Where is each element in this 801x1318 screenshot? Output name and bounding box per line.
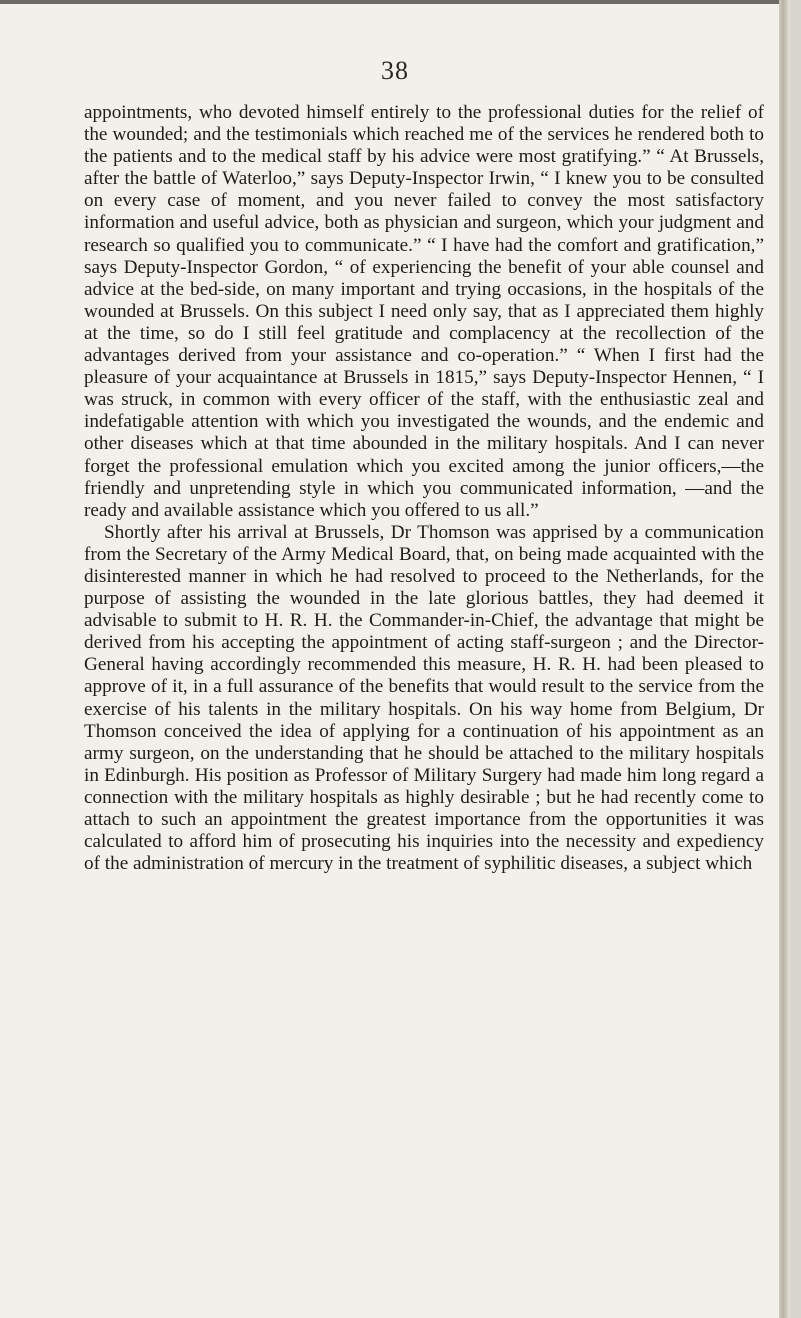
page-number: 38: [381, 56, 409, 85]
page-right-edge: [779, 0, 790, 1318]
body-text: [84, 102, 764, 875]
paragraph-staff-surgeon-appointment: Shortly after his arrival at Brussels, Dr Thomson was apprised by a communication from the Secretary of the Army Medical Board, that, on being made acquainted with the disinterested manner in which he had resolved to proceed to the Netherlands, for the purpose of assisting the wounded in the late glorious battles, they had deemed it advisable to submit to H. R. H. the Commander-in-Chief, the advantage that might be derived from his accepting the appointment of acting staff-surgeon ; and the Director-General having accordingly recommended this measure, H. R. H. had been pleased to approve of it, in a full assurance of the benefits that would result to the service from the exercise of his talents in the military hospitals. On his way home from Belgium, Dr Thomson conceived the idea of applying for a continuation of his appointment as an army surgeon, on the understanding that he should be attached to the military hospitals in Edinburgh. His position as Professor of Military Surgery had made him long regard a connection with the military hospitals as highly desirable ; but he had recently come to attach to such an appointment the greatest importance from the opportunities it was calculated to afford him of prosecuting his inquiries into the necessity and expediency of the administration of mercury in the treatment of syphilitic diseases, a subject which: [84, 521, 764, 875]
top-edge-rule: [0, 0, 790, 4]
paragraph-testimonials: appointments, who devoted himself entirely to the professional duties for the relief of the wounded; and the testimonials which reached me of the services he rendered both to the patients and to the medical staff by his advice were most gratifying.” “ At Brussels, after the battle of Waterloo,” says Deputy-Inspector Irwin, “ I knew you to be consulted on every case of moment, and you never failed to convey the most satisfactory information and useful advice, both as physician and surgeon, which your judgment and research so qualified you to communicate.” “ I have had the comfort and gratification,” says Deputy-Inspector Gordon, “ of experiencing the benefit of your able counsel and advice at the bed-side, on many important and trying occasions, in the hospitals of the wounded at Brussels. On this subject I need only say, that as I appreciated them highly at the time, so do I still feel gratitude and complacency at the recollection of the advantages derived from your assistance and co-operation.” “ When I first had the pleasure of your acquaintance at Brussels in 1815,” says Deputy-Inspector Hennen, “ I was struck, in common with every officer of the staff, with the enthusiastic zeal and indefatigable attention with which you investigated the wounds, and the endemic and other diseases which at that time abounded in the military hospitals. And I can never forget the professional emulation which you excited among the junior officers,—the friendly and unpretending style in which you communicated information, —and the ready and available assistance which you offered to us all.”: [84, 102, 764, 521]
